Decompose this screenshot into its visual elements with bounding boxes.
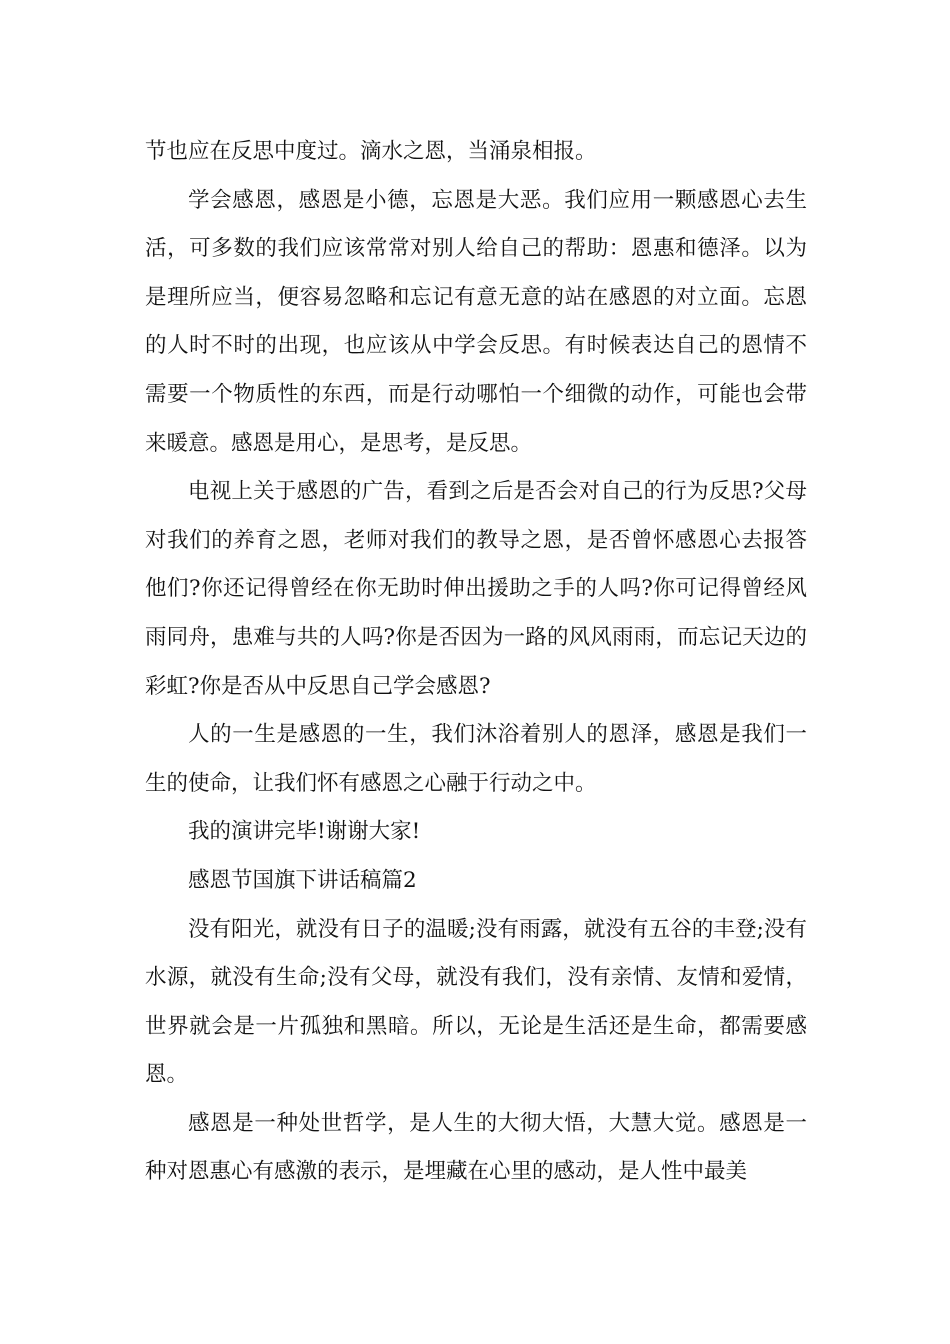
- paragraph-closing: 我的演讲完毕!谢谢大家!: [188, 819, 421, 845]
- paragraph-continued: 节也应在反思中度过。滴水之恩，当涌泉相报。: [145, 139, 597, 164]
- paragraph-philosophy: 感恩是一种处世哲学，是人生的大彻大悟，大慧大觉。感恩是一种对恩惠心有感激的表示，是埋藏在心里的感动，是人性中最美: [145, 1110, 807, 1185]
- paragraph-tv-advert: 电视上关于感恩的广告，看到之后是否会对自己的行为反思?父母对我们的养育之恩，老师对我们的教导之恩，是否曾怀感恩心去报答他们?你还记得曾经在你无助时伸出援助之手的人吗?你可记得曾经风雨同舟，患难与共的人吗?你是否因为一路的风风雨雨，而忘记天边的彩虹?你是否从中反思自己学会感恩?: [145, 479, 807, 699]
- paragraph-life-of-gratitude: 人的一生是感恩的一生，我们沐浴着别人的恩泽，感恩是我们一生的使命，让我们怀有感恩之心融于行动之中。: [145, 722, 807, 796]
- document-body: [145, 128, 807, 1197]
- paragraph-learn-gratitude: 学会感恩，感恩是小德，忘恩是大恶。我们应用一颗感恩心去生活，可多数的我们应该常常对别人给自己的帮助：恩惠和德泽。以为是理所应当，便容易忽略和忘记有意无意的站在感恩的对立面。忘恩的人时不时的出现，也应该从中学会反思。有时候表达自己的恩情不需要一个物质性的东西，而是行动哪怕一个细微的动作，可能也会带来暖意。感恩是用心，是思考，是反思。: [145, 187, 807, 456]
- section-heading: 感恩节国旗下讲话稿篇2: [188, 867, 417, 893]
- paragraph-no-sunshine: 没有阳光，就没有日子的温暖;没有雨露，就没有五谷的丰登;没有水源，就没有生命;没有父母，就没有我们，没有亲情、友情和爱情，世界就会是一片孤独和黑暗。所以，无论是生活还是生命，都需要感恩。: [145, 916, 807, 1088]
